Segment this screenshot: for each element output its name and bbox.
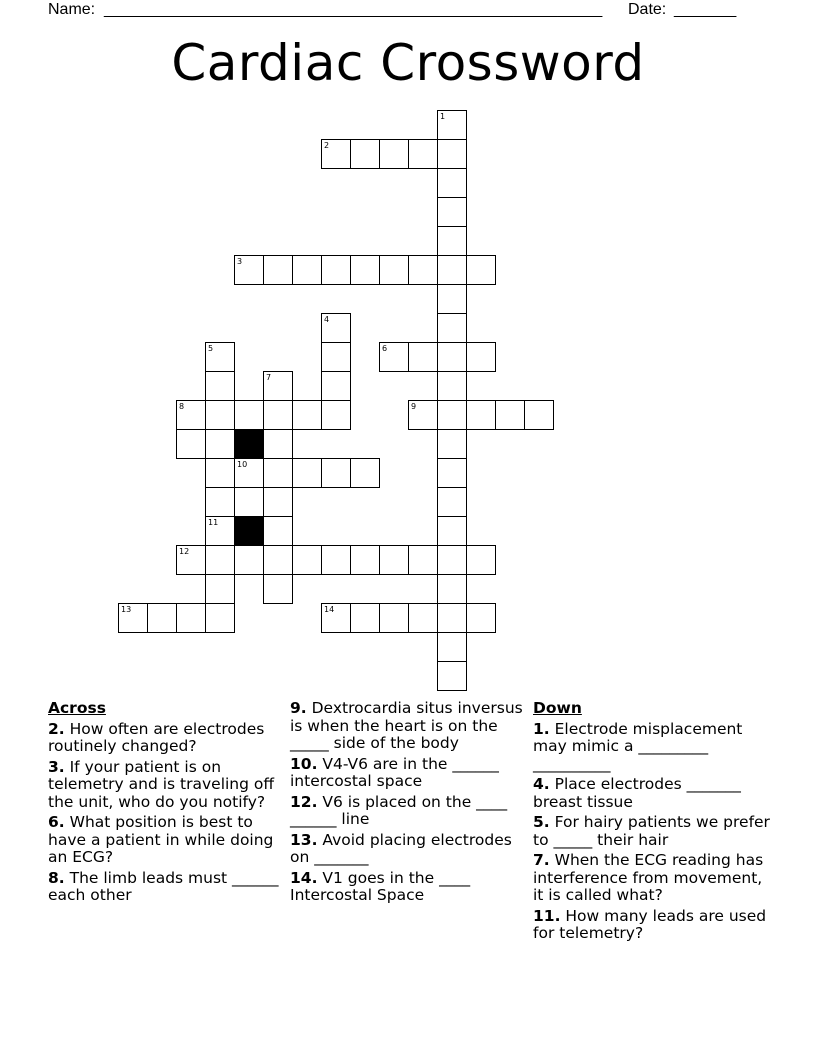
cell-number: 13 [121, 605, 132, 614]
cell-number: 7 [266, 373, 272, 382]
grid-cell[interactable] [524, 400, 554, 430]
clue-text: Place electrodes _______ breast tissue [533, 775, 741, 811]
clue-number: 2. [48, 719, 65, 738]
cell-number: 8 [179, 402, 185, 411]
grid-cell[interactable] [437, 197, 467, 227]
cell-number: 1 [440, 112, 446, 121]
grid-cell[interactable] [176, 400, 206, 430]
clue-down-1 [533, 721, 773, 774]
clue-text: What position is best to have a patient in while doing an ECG? [48, 813, 274, 866]
clue-number: 11. [533, 906, 561, 925]
clue-down-11 [533, 908, 773, 943]
clue-number: 8. [48, 868, 65, 887]
clue-text: For hairy patients we prefer to _____ their hair [533, 813, 770, 849]
grid-cell[interactable] [408, 342, 438, 372]
grid-cell[interactable] [437, 458, 467, 488]
grid-cell[interactable] [205, 516, 235, 546]
grid-cell[interactable] [350, 545, 380, 575]
grid-cell[interactable] [234, 400, 264, 430]
clue-text: The limb leads must ______ each other [48, 868, 279, 904]
across-clues-continued [290, 700, 526, 908]
cell-number: 12 [179, 547, 190, 556]
grid-cell[interactable] [321, 139, 351, 169]
grid-cell[interactable] [350, 458, 380, 488]
grid-cell[interactable] [205, 603, 235, 633]
grid-cell[interactable] [437, 603, 467, 633]
cell-number: 14 [324, 605, 335, 614]
clue-number: 12. [290, 792, 318, 811]
clue-across-6 [48, 814, 286, 867]
grid-cell[interactable] [321, 603, 351, 633]
grid-cell[interactable] [321, 342, 351, 372]
across-heading: Across [48, 699, 106, 717]
cell-number: 3 [237, 257, 243, 266]
clue-across-9 [290, 700, 526, 753]
clue-across-10 [290, 756, 526, 791]
grid-cell[interactable] [437, 255, 467, 285]
grid-cell[interactable] [466, 342, 496, 372]
clue-text: V6 is placed on the ____ ______ line [290, 792, 508, 828]
cell-number: 2 [324, 141, 330, 150]
clue-text: How often are electrodes routinely changed? [48, 719, 265, 755]
clue-number: 1. [533, 719, 550, 738]
grid-cell[interactable] [176, 603, 206, 633]
grid-cell[interactable] [321, 458, 351, 488]
grid-cell[interactable] [437, 371, 467, 401]
grid-cell[interactable] [118, 603, 148, 633]
grid-cell[interactable] [350, 603, 380, 633]
grid-cell[interactable] [408, 603, 438, 633]
grid-cell[interactable] [147, 603, 177, 633]
grid-cell[interactable] [263, 371, 293, 401]
grid-cell[interactable] [234, 545, 264, 575]
grid-cell[interactable] [292, 400, 322, 430]
grid-cell[interactable] [379, 342, 409, 372]
grid-cell[interactable] [321, 313, 351, 343]
grid-cell[interactable] [263, 487, 293, 517]
clue-across-8 [48, 870, 286, 905]
cell-number: 6 [382, 344, 388, 353]
grid-cell[interactable] [205, 342, 235, 372]
grid-cell[interactable] [437, 284, 467, 314]
clue-number: 5. [533, 813, 550, 831]
grid-cell[interactable] [350, 139, 380, 169]
grid-cell[interactable] [379, 255, 409, 285]
grid-cell[interactable] [205, 487, 235, 517]
clue-number: 4. [533, 775, 550, 793]
grid-cell[interactable] [321, 400, 351, 430]
grid-cell[interactable] [408, 139, 438, 169]
cell-number: 11 [208, 518, 219, 527]
grid-cell[interactable] [292, 545, 322, 575]
grid-cell[interactable] [205, 574, 235, 604]
cell-number: 10 [237, 460, 248, 469]
grid-cell[interactable] [437, 487, 467, 517]
grid-cell[interactable] [205, 371, 235, 401]
puzzle-title: Cardiac Crossword [171, 34, 645, 92]
grid-cell[interactable] [263, 255, 293, 285]
clue-number: 6. [48, 813, 65, 831]
grid-cell[interactable] [263, 574, 293, 604]
grid-cell[interactable] [321, 545, 351, 575]
cell-number: 5 [208, 344, 214, 353]
date-label: Date: [628, 1, 667, 18]
grid-cell[interactable] [379, 545, 409, 575]
grid-cell[interactable] [437, 110, 467, 140]
clue-across-13 [290, 832, 526, 867]
grid-cell[interactable] [437, 168, 467, 198]
grid-cell[interactable] [379, 603, 409, 633]
grid-cell[interactable] [234, 255, 264, 285]
clue-text: V1 goes in the ____ Intercostal Space [290, 868, 471, 904]
clue-number: 13. [290, 830, 318, 849]
clue-text: When the ECG reading has interference from movement, it is called what? [533, 851, 764, 904]
cell-number: 4 [324, 315, 330, 324]
grid-cell[interactable] [437, 226, 467, 256]
grid-cell[interactable] [263, 545, 293, 575]
grid-cell[interactable] [321, 371, 351, 401]
clue-number: 9. [290, 699, 307, 717]
grid-cell[interactable] [234, 458, 264, 488]
grid-block-cell [234, 516, 264, 546]
grid-cell[interactable] [292, 255, 322, 285]
grid-cell[interactable] [437, 545, 467, 575]
grid-cell[interactable] [437, 342, 467, 372]
clue-text: Avoid placing electrodes on _______ [290, 830, 512, 866]
clue-down-5 [533, 814, 773, 849]
grid-cell[interactable] [205, 458, 235, 488]
clue-number: 14. [290, 868, 318, 887]
down-heading: Down [533, 699, 582, 717]
grid-block-cell [234, 429, 264, 459]
grid-cell[interactable] [437, 632, 467, 662]
grid-cell[interactable] [205, 400, 235, 430]
clue-text: V4-V6 are in the ______ intercostal space [290, 754, 499, 790]
clue-text: How many leads are used for telemetry? [533, 906, 767, 942]
cell-number: 9 [411, 402, 417, 411]
grid-cell[interactable] [437, 313, 467, 343]
name-label: Name: [48, 1, 96, 18]
grid-cell[interactable] [466, 255, 496, 285]
grid-cell[interactable] [437, 574, 467, 604]
name-line: ________________________________________________________ [104, 1, 603, 18]
grid-cell[interactable] [205, 429, 235, 459]
clue-text: Electrode misplacement may mimic a _________ __________ [533, 719, 743, 773]
clue-down-7 [533, 852, 773, 905]
clue-down-4 [533, 776, 773, 811]
clue-number: 3. [48, 757, 65, 776]
grid-cell[interactable] [321, 255, 351, 285]
grid-cell[interactable] [466, 400, 496, 430]
grid-cell[interactable] [408, 545, 438, 575]
grid-cell[interactable] [263, 458, 293, 488]
clue-across-12 [290, 794, 526, 829]
down-clues [533, 700, 773, 946]
grid-cell[interactable] [437, 661, 467, 691]
grid-cell[interactable] [408, 400, 438, 430]
grid-cell[interactable] [437, 516, 467, 546]
clue-across-2 [48, 721, 286, 756]
grid-cell[interactable] [495, 400, 525, 430]
clue-across-14 [290, 870, 526, 905]
grid-cell[interactable] [292, 458, 322, 488]
grid-cell[interactable] [437, 400, 467, 430]
grid-cell[interactable] [466, 545, 496, 575]
grid-cell[interactable] [205, 545, 235, 575]
clue-number: 10. [290, 754, 318, 773]
grid-cell[interactable] [379, 139, 409, 169]
date-line: _______ [674, 1, 737, 18]
grid-cell[interactable] [437, 429, 467, 459]
grid-cell[interactable] [263, 516, 293, 546]
grid-cell[interactable] [466, 603, 496, 633]
clue-text: Dextrocardia situs inversus is when the heart is on the _____ side of the body [290, 699, 523, 752]
grid-cell[interactable] [263, 400, 293, 430]
across-clues [48, 700, 286, 908]
grid-cell[interactable] [263, 429, 293, 459]
grid-cell[interactable] [350, 255, 380, 285]
clue-text: If your patient is on telemetry and is traveling off the unit, who do you notify? [48, 757, 275, 811]
grid-cell[interactable] [408, 255, 438, 285]
grid-cell[interactable] [176, 429, 206, 459]
grid-cell[interactable] [437, 139, 467, 169]
clue-number: 7. [533, 851, 550, 869]
clue-across-3 [48, 759, 286, 812]
grid-cell[interactable] [176, 545, 206, 575]
